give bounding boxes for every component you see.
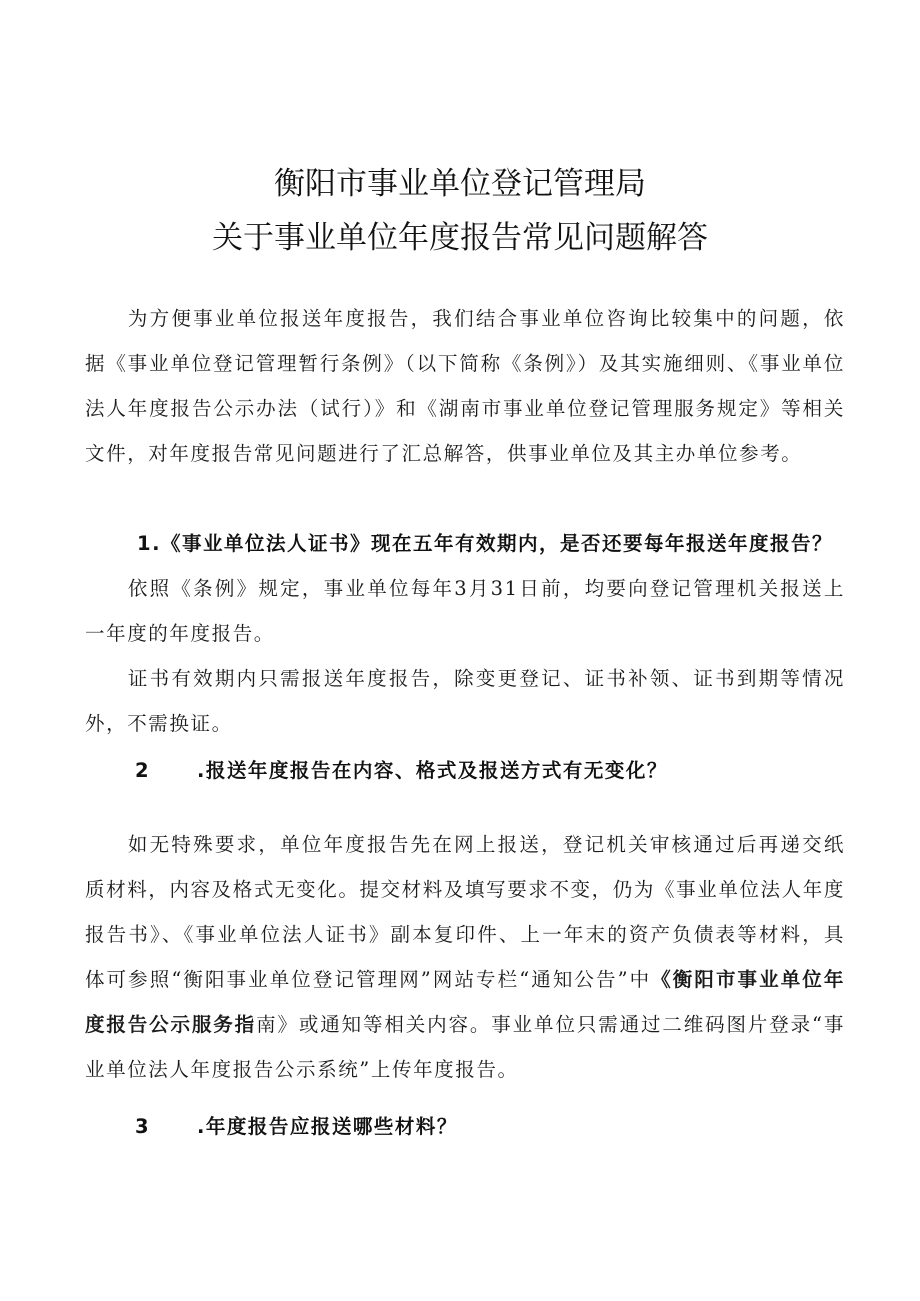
question-1-number: 1 (137, 532, 153, 555)
question-2-text: .报送年度报告在内容、格式及报送方式有无变化？ (197, 759, 668, 782)
question-1-text: .《事业单位法人证书》现在五年有效期内，是否还要每年报送年度报告？ (152, 532, 833, 555)
answer-2-text-part1: 如无特殊要求，单位年度报告先在网上报送，登记机关审核通过后再递交纸质材料，内容及格式无变化。提交材料及填写要求不变，仍为《事业单位法人年度报告书》、《事业单位法人证书》副本复印件、上一年末的资产负债表等材料，具体可参照“衡阳事业单位登记管理网”网站专栏“通知公告”中 (85, 833, 845, 991)
answer-1-paragraph-2: 证书有效期内只需报送年度报告，除变更登记、证书补领、证书到期等情况外，不需换证。 (85, 667, 845, 735)
question-1 (137, 521, 833, 566)
document-title-line2: 关于事业单位年度报告常见问题解答 (212, 220, 708, 256)
question-2-number: 2 (135, 759, 151, 782)
document-title-line1: 衡阳市事业单位登记管理局 (274, 166, 646, 202)
intro-paragraph: 为方便事业单位报送年度报告，我们结合事业单位咨询比较集中的问题，依据《事业单位登记管理暂行条例》（以下简称《条例》）及其实施细则、《事业单位法人年度报告公示办法（试行）》和《湖南市事业单位登记管理服务规定》等相关文件，对年度报告常见问题进行了汇总解答，供事业单位及其主办单位参考。 (85, 307, 845, 465)
question-3-number: 3 (135, 1115, 151, 1138)
answer-1-paragraph-1: 依照《条例》规定，事业单位每年3月31日前，均要向登记管理机关报送上一年度的年度报告。 (85, 577, 845, 645)
answer-2-text-part2: 南》或通知等相关内容。事业单位只需通过二维码图片登录“事业单位法人年度报告公示系统”上传年度报告。 (85, 1013, 845, 1081)
question-2 (135, 748, 668, 793)
question-3-text: .年度报告应报送哪些材料？ (197, 1115, 458, 1138)
question-3 (135, 1104, 458, 1149)
answer-2-bold-reference: 《衡阳市事业单位年度报告公示服务指 (85, 968, 845, 1036)
answer-2-paragraph (85, 822, 845, 1092)
